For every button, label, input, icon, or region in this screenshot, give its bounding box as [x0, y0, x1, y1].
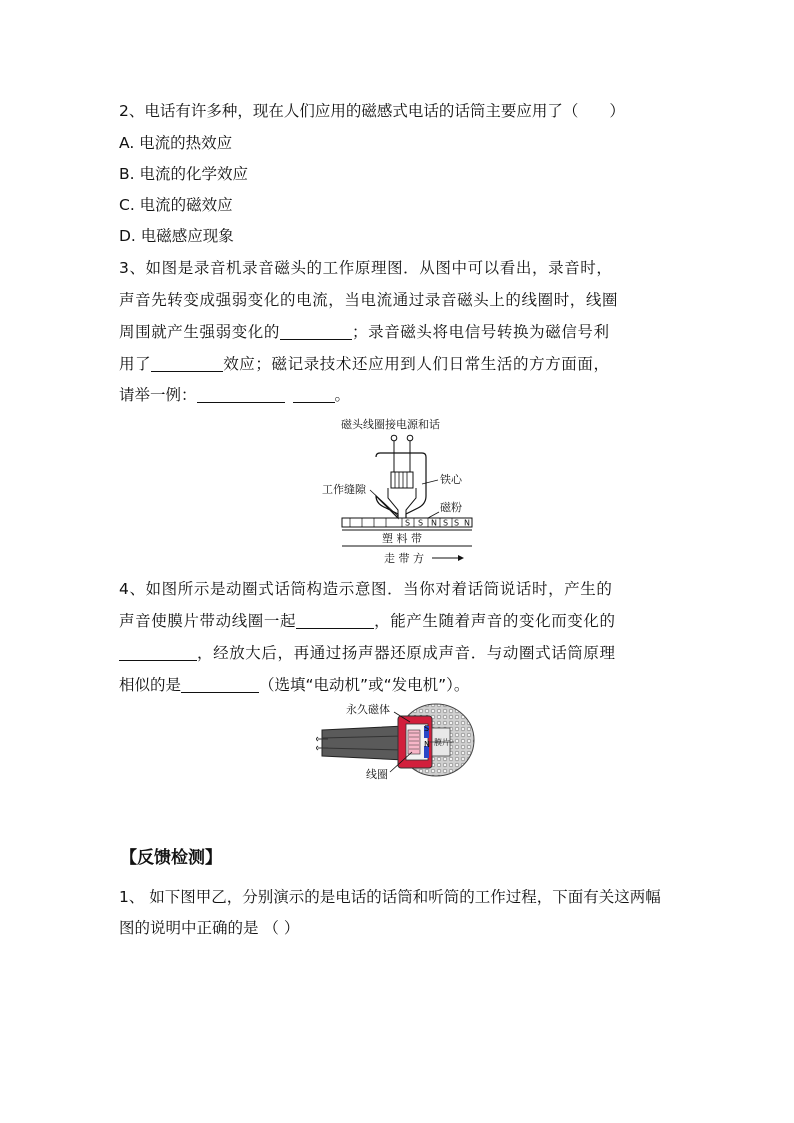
q3-line-5-end: 。 — [334, 386, 351, 404]
fig1-direction-label: 走 带 方 — [384, 552, 424, 565]
pole-letter: S — [405, 518, 411, 528]
q4-line-2 — [119, 610, 616, 632]
pole-letter: N — [464, 518, 470, 528]
feedback-q1-line-2: 图的说明中正确的是 （ ） — [119, 919, 300, 937]
q2-option-c[interactable]: C. 电流的磁效应 — [119, 196, 233, 214]
q4-blank-3[interactable] — [181, 676, 259, 693]
fig2-coil-label: 线圈 — [366, 768, 388, 781]
pole-letter: S — [443, 518, 449, 528]
fig2-diaphragm-label: 膜片 — [434, 738, 450, 747]
q3-line-4-text-2: 效应；磁记录技术还应用到人们日常生活的方方面面， — [223, 355, 610, 373]
q3-line-2: 声音先转变成强弱变化的电流，当电流通过录音磁头上的线圈时，线圈 — [119, 291, 619, 309]
q4-line-4 — [119, 674, 469, 696]
q2-option-a[interactable]: A. 电流的热效应 — [119, 134, 233, 152]
q4-line-3 — [119, 642, 616, 664]
feedback-q1-line-1: 1、 如下图甲乙，分别演示的是电话的话筒和听筒的工作过程，下面有关这两幅 — [119, 888, 661, 906]
feedback-heading: 【反馈检测】 — [120, 848, 222, 868]
fig2-pole-s: S — [424, 724, 430, 733]
pole-letter: S — [418, 518, 424, 528]
q3-blank-3b[interactable] — [293, 386, 335, 403]
q2-option-b[interactable]: B. 电流的化学效应 — [119, 165, 248, 183]
q3-line-4 — [119, 353, 610, 375]
q3-blank-1[interactable] — [280, 323, 352, 340]
recording-head-figure — [318, 414, 480, 568]
q3-line-3-text-2: ；录音磁头将电信号转换为磁信号利 — [352, 323, 610, 341]
fig2-pole-n: N — [424, 740, 430, 749]
q3-blank-3a[interactable] — [197, 386, 285, 403]
q3-line-5-text: 请举一例： — [119, 386, 197, 404]
q4-line-3-text: ，经放大后，再通过扬声器还原成声音．与动圈式话筒原理 — [197, 644, 616, 662]
q4-line-2-text: 声音使膜片带动线圈一起 — [119, 612, 297, 630]
q4-line-4-text-2: （选填“电动机”或“发电机”）。 — [259, 676, 470, 694]
microphone-figure — [316, 702, 484, 782]
q3-line-4-text: 用了 — [119, 355, 152, 373]
q3-line-3-text: 周围就产生强弱变化的 — [119, 323, 281, 341]
q3-line-1: 3、如图是录音机录音磁头的工作原理图．从图中可以看出，录音时， — [119, 259, 613, 277]
q3-line-3 — [119, 321, 610, 343]
pole-letter: S — [454, 518, 460, 528]
q4-line-1: 4、如图所示是动圈式话筒构造示意图．当你对着话筒说话时，产生的 — [119, 580, 613, 598]
fig1-core-label: 铁心 — [440, 473, 462, 486]
arrow-right-icon — [458, 555, 464, 561]
q4-line-4-text: 相似的是 — [119, 676, 182, 694]
q3-blank-2[interactable] — [151, 355, 223, 372]
fig1-powder-label: 磁粉 — [440, 501, 462, 514]
q4-blank-2[interactable] — [119, 644, 197, 661]
pole-letter: N — [431, 518, 437, 528]
q3-line-5 — [119, 384, 350, 406]
q4-line-2-text-2: ，能产生随着声音的变化而变化的 — [374, 612, 616, 630]
q2-option-d[interactable]: D. 电磁感应现象 — [119, 227, 234, 245]
fig1-tape-label: 塑 料 带 — [382, 532, 422, 545]
q4-blank-1[interactable] — [296, 612, 374, 629]
fig2-magnet-label: 永久磁体 — [346, 703, 390, 716]
q2-stem: 2、电话有许多种，现在人们应用的磁感式电话的话筒主要应用了（ ） — [119, 102, 625, 120]
fig1-top-label: 磁头线圈接电源和话 — [341, 418, 440, 431]
fig1-gap-label: 工作缝隙 — [322, 483, 366, 496]
